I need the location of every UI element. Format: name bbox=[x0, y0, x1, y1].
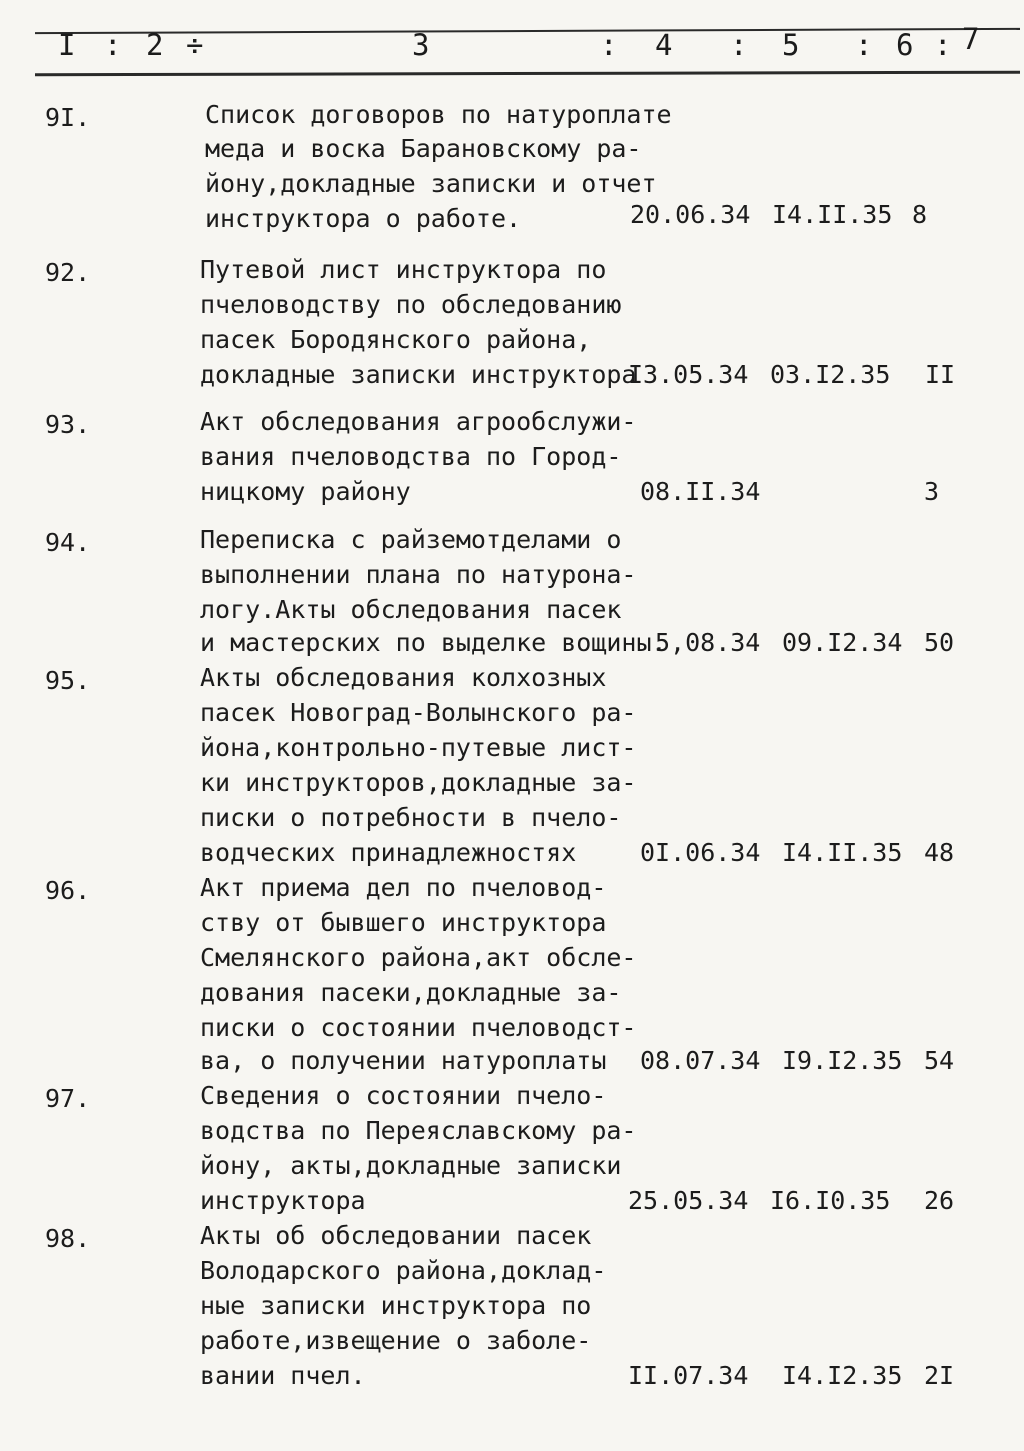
record-number: 93. bbox=[45, 410, 91, 439]
record-description-line: Путевой лист инструктора по bbox=[200, 255, 607, 284]
record-description-line: докладные записки инструктора bbox=[200, 360, 637, 389]
record-description-line: писки о состоянии пчеловодст- bbox=[200, 1013, 637, 1042]
record-end-date: 09.I2.34 bbox=[782, 628, 903, 657]
record-description-line: ва, о получении натуроплаты bbox=[200, 1046, 607, 1075]
record-sheet-count: 3 bbox=[924, 477, 940, 506]
record-description-line: Акты об обследовании пасек bbox=[200, 1221, 592, 1250]
record-description-line: логу.Акты обследования пасек bbox=[200, 595, 622, 624]
record-description-line: йону,докладные записки и отчет bbox=[205, 169, 657, 198]
record-start-date: 0I.06.34 bbox=[640, 838, 761, 867]
record-sheet-count: 2I bbox=[924, 1361, 955, 1390]
record-description-line: вании пчел. bbox=[200, 1361, 366, 1390]
header-bottom-rule bbox=[35, 71, 1020, 77]
record-sheet-count: 48 bbox=[924, 838, 955, 867]
record-description-line: работе,извещение о заболе- bbox=[200, 1326, 592, 1355]
header-col-3: 3 bbox=[412, 28, 430, 62]
record-start-date: I3.05.34 bbox=[628, 360, 749, 389]
record-end-date: I4.I2.35 bbox=[782, 1361, 903, 1390]
header-sep-3: : bbox=[600, 28, 618, 62]
record-description-line: Смелянского района,акт обсле- bbox=[200, 943, 637, 972]
record-description-line: Список договоров по натуроплате bbox=[205, 100, 672, 129]
record-sheet-count: 50 bbox=[924, 628, 955, 657]
record-description-line: Володарского района,доклад- bbox=[200, 1256, 607, 1285]
header-sep-1: : bbox=[104, 28, 122, 62]
record-sheet-count: 26 bbox=[924, 1186, 955, 1215]
record-description-line: инструктора о работе. bbox=[205, 204, 522, 233]
record-number: 97. bbox=[45, 1084, 91, 1113]
header-sep-2: ÷ bbox=[186, 28, 204, 62]
record-start-date: 08.II.34 bbox=[640, 477, 761, 506]
record-sheet-count: 54 bbox=[924, 1046, 955, 1075]
record-start-date: 5,08.34 bbox=[655, 628, 761, 657]
header-sep-6: : bbox=[934, 28, 952, 62]
record-description-line: Сведения о состоянии пчело- bbox=[200, 1081, 607, 1110]
record-number: 94. bbox=[45, 528, 91, 557]
header-col-4: 4 bbox=[655, 28, 673, 62]
header-col-2: 2 bbox=[146, 28, 164, 62]
record-description-line: водства по Переяславскому ра- bbox=[200, 1116, 637, 1145]
record-number: 9I. bbox=[45, 103, 91, 132]
record-start-date: 20.06.34 bbox=[630, 200, 751, 229]
record-description-line: ки инструкторов,докладные за- bbox=[200, 768, 637, 797]
record-description-line: дования пасеки,докладные за- bbox=[200, 978, 622, 1007]
record-number: 96. bbox=[45, 876, 91, 905]
header-sep-4: : bbox=[730, 28, 748, 62]
record-description-line: ные записки инструктора по bbox=[200, 1291, 592, 1320]
header-col-1: I bbox=[58, 28, 76, 62]
header-col-5: 5 bbox=[782, 28, 800, 62]
record-number: 98. bbox=[45, 1224, 91, 1253]
record-description-line: ству от бывшего инструктора bbox=[200, 908, 607, 937]
record-start-date: 08.07.34 bbox=[640, 1046, 761, 1075]
record-description-line: меда и воска Барановскому ра- bbox=[205, 134, 642, 163]
record-sheet-count: II bbox=[925, 360, 956, 389]
record-end-date: I9.I2.35 bbox=[782, 1046, 903, 1075]
record-description-line: Переписка с райземотделами о bbox=[200, 525, 622, 554]
record-sheet-count: 8 bbox=[912, 200, 928, 229]
record-end-date: I4.II.35 bbox=[782, 838, 903, 867]
record-number: 95. bbox=[45, 666, 91, 695]
record-number: 92. bbox=[45, 258, 91, 287]
record-start-date: 25.05.34 bbox=[628, 1186, 749, 1215]
record-description-line: пасек Бородянского района, bbox=[200, 325, 592, 354]
record-description-line: Акты обследования колхозных bbox=[200, 663, 607, 692]
record-end-date: I6.I0.35 bbox=[770, 1186, 891, 1215]
record-description-line: пасек Новоград-Волынского ра- bbox=[200, 698, 637, 727]
record-description-line: писки о потребности в пчело- bbox=[200, 803, 622, 832]
header-sep-5: : bbox=[855, 28, 873, 62]
record-description-line: Акт обследования агрообслужи- bbox=[200, 407, 637, 436]
record-start-date: II.07.34 bbox=[628, 1361, 749, 1390]
record-description-line: инструктора bbox=[200, 1186, 366, 1215]
record-description-line: йона,контрольно-путевые лист- bbox=[200, 733, 637, 762]
header-col-6: 6 bbox=[896, 28, 914, 62]
record-description-line: пчеловодству по обследованию bbox=[200, 290, 622, 319]
record-description-line: йону, акты,докладные записки bbox=[200, 1151, 622, 1180]
record-description-line: и мастерских по выделке вощины. bbox=[200, 628, 667, 657]
record-description-line: выполнении плана по натурона- bbox=[200, 560, 637, 589]
record-description-line: водческих принадлежностях bbox=[200, 838, 577, 867]
record-description-line: Акт приема дел по пчеловод- bbox=[200, 873, 607, 902]
header-col-7: 7 bbox=[962, 22, 980, 56]
record-description-line: ницкому району bbox=[200, 477, 411, 506]
record-end-date: 03.I2.35 bbox=[770, 360, 891, 389]
record-description-line: вания пчеловодства по Город- bbox=[200, 442, 622, 471]
record-end-date: I4.II.35 bbox=[772, 200, 893, 229]
